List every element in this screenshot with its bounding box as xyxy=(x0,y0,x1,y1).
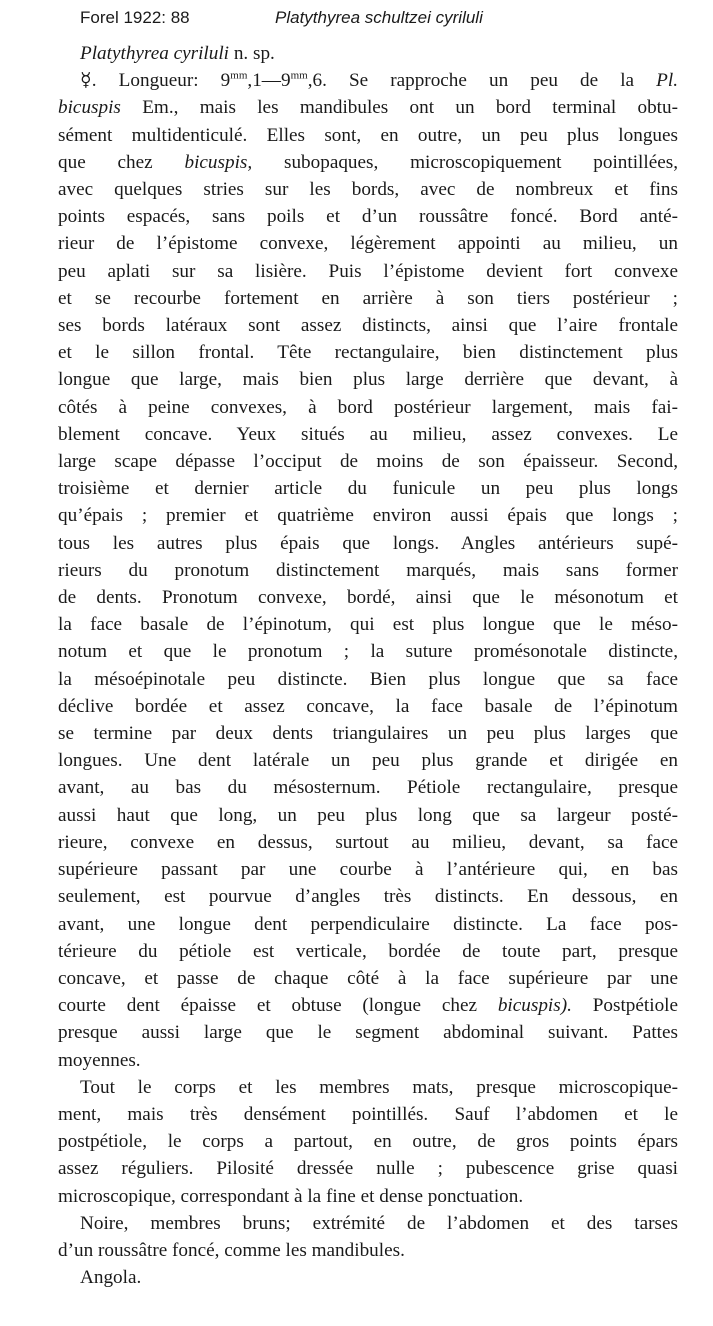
text-line: assez réguliers. Pilosité dressée nulle ; pubescence grise quasi xyxy=(58,1158,678,1180)
taxon-name: Platythyrea schultzei cyriluli xyxy=(275,8,483,27)
text-line: de dents. Pronotum convexe, bordé, ainsi que le mésonotum et xyxy=(58,587,678,609)
text-line: Tout le corps et les membres mats, presque microscopique- xyxy=(80,1076,678,1098)
text-line: et se recourbe fortement en arrière à son tiers postérieur ; xyxy=(58,287,678,309)
species-status: n. sp. xyxy=(233,43,275,64)
text-line: ☿. Longueur: $9^{mm},1—9^{mm},6$. Se rapproche un peu de la Pl. xyxy=(80,69,679,92)
text-line: bicuspis Em., mais les mandibules ont un bord terminal obtu- xyxy=(58,97,678,119)
text-line: large scape dépasse l’occiput de moins de son épaisseur. Second, xyxy=(58,451,678,473)
text-line: blement concave. Yeux situés au milieu, assez convexes. Le xyxy=(58,423,678,445)
text-line: moyennes. xyxy=(58,1049,141,1071)
locality: Angola. xyxy=(80,1267,142,1289)
text-line: sément multidenticulé. Elles sont, en outre, un peu plus longues xyxy=(58,124,678,146)
text-line: longue que large, mais bien plus large derrière que devant, à xyxy=(58,369,678,391)
description-text xyxy=(58,40,678,1291)
species-name: Platythyrea cyriluli xyxy=(80,43,230,64)
text-line: supérieure passant par une courbe à l’antérieure qui, en bas xyxy=(58,859,678,881)
worker-symbol: ☿. xyxy=(80,70,97,92)
text-line: qu’épais ; premier et quatrième environ aussi épais que longs ; xyxy=(58,505,678,527)
text-line: presque aussi large que le segment abdominal suivant. Pattes xyxy=(58,1022,678,1044)
text-line: microscopique, correspondant à la fine et dense ponctuation. xyxy=(58,1185,524,1207)
text-line: rieure, convexe en dessus, surtout au milieu, devant, sa face xyxy=(58,831,678,853)
text-line: rieurs du pronotum distinctement marqués, mais sans former xyxy=(58,559,678,581)
text-line: déclive bordée et assez concave, la face basale de l’épinotum xyxy=(58,695,678,717)
page-header xyxy=(80,8,700,32)
text-line: points espacés, sans poils et d’un roussâtre foncé. Bord anté- xyxy=(58,206,678,228)
text-line: côtés à peine convexes, à bord postérieur largement, mais fai- xyxy=(58,396,678,418)
text-line: avec quelques stries sur les bords, avec de nombreux et fins xyxy=(58,179,678,201)
text-line: notum et que le pronotum ; la suture promésonotale distincte, xyxy=(58,641,678,663)
text-line: avant, une longue dent perpendiculaire distincte. La face pos- xyxy=(58,913,678,935)
text-line: d’un roussâtre foncé, comme les mandibules. xyxy=(58,1239,405,1261)
text-line: et le sillon frontal. Tête rectangulaire, bien distinctement plus xyxy=(58,342,678,364)
text-line: la mésoépinotale peu distincte. Bien plus longue que sa face xyxy=(58,668,678,690)
text-line: courte dent épaisse et obtuse (longue chez bicuspis). Postpétiole xyxy=(58,995,679,1017)
text-line: ment, mais très densément pointillés. Sauf l’abdomen et le xyxy=(58,1103,678,1125)
text-line: postpétiole, le corps a partout, en outre, de gros points épars xyxy=(58,1131,678,1153)
text-line: que chez bicuspis, subopaques, microscopiquement pointillées, xyxy=(58,151,678,173)
reference-citation: Forel 1922: 88 xyxy=(80,8,190,27)
text-line: se termine par deux dents triangulaires un peu plus larges que xyxy=(58,723,678,745)
text-line: Noire, membres bruns; extrémité de l’abdomen et des tarses xyxy=(80,1212,678,1234)
text-line: peu aplati sur sa lisière. Puis l’épistome devient fort convexe xyxy=(58,260,678,282)
text-line: concave, et passe de chaque côté à la face supérieure par une xyxy=(58,967,678,989)
text-line: avant, au bas du mésosternum. Pétiole rectangulaire, presque xyxy=(58,777,678,799)
text-line: rieur de l’épistome convexe, légèrement appointi au milieu, un xyxy=(58,233,678,255)
text-line: ses bords latéraux sont assez distincts, ainsi que l’aire frontale xyxy=(58,315,678,337)
text-line: longues. Une dent latérale un peu plus grande et dirigée en xyxy=(58,750,678,772)
text-line: aussi haut que long, un peu plus long que sa largeur posté- xyxy=(58,804,678,826)
text-line: la face basale de l’épinotum, qui est plus longue que le méso- xyxy=(58,614,678,636)
text-line: térieure du pétiole est verticale, bordée de toute part, presque xyxy=(58,940,678,962)
species-title xyxy=(58,40,678,67)
text-line: tous les autres plus épais que longs. Angles antérieurs supé- xyxy=(58,532,678,554)
text-line: troisième et dernier article du funicule un peu plus longs xyxy=(58,478,678,500)
text-line: seulement, est pourvue d’angles très distincts. En dessous, en xyxy=(58,886,678,908)
